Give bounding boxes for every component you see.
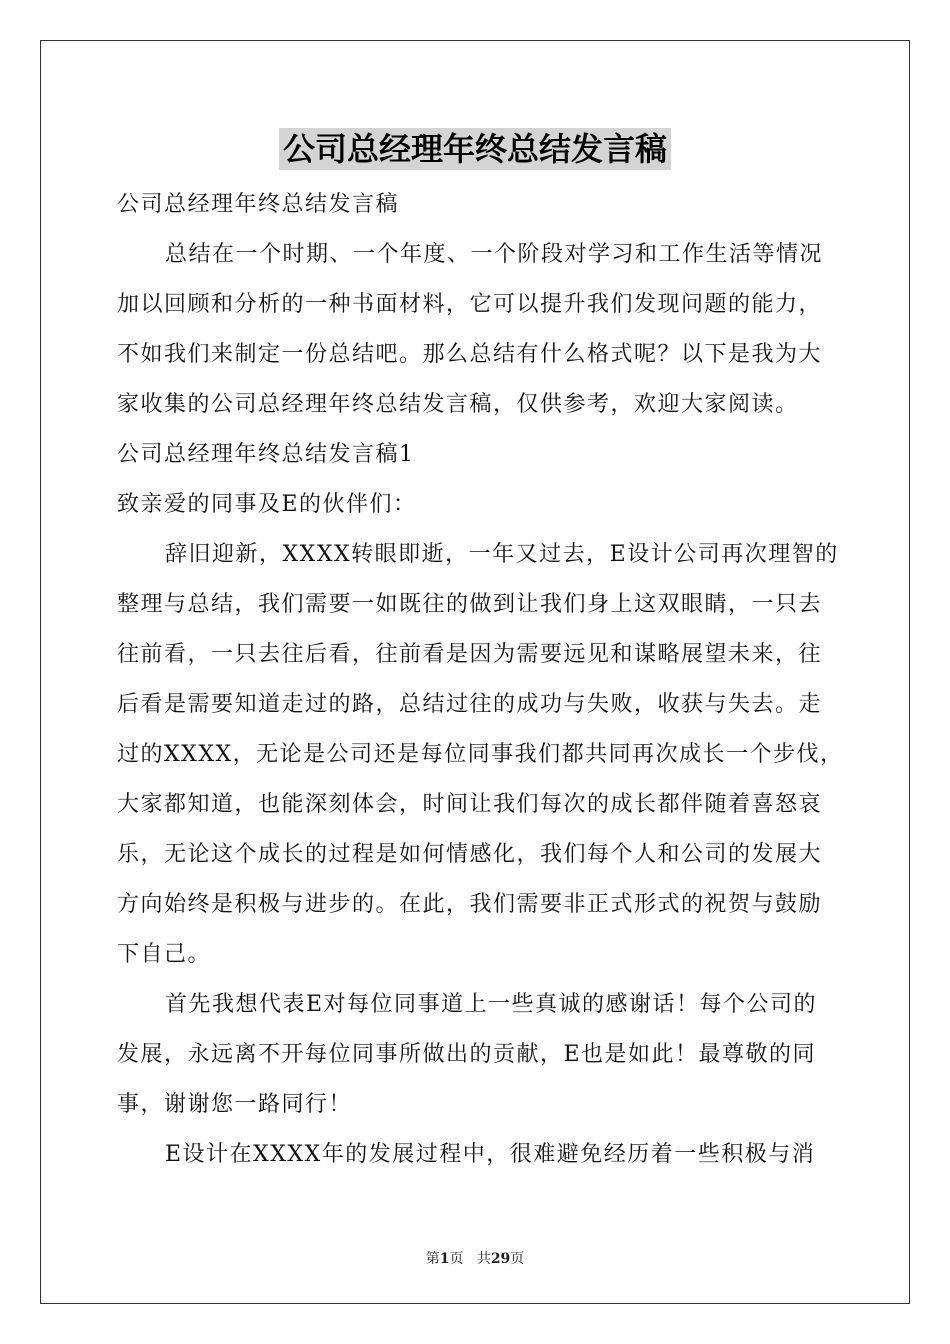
title-container [0, 128, 950, 170]
text-line: 往前看，一只去往后看，往前看是因为需要远见和谋略展望未来，往 [117, 642, 823, 667]
text-line: 辞旧迎新，XXXX转眼即逝，一年又过去，E设计公司再次理智的 [165, 542, 839, 567]
text-line: 致亲爱的同事及E的伙伴们： [117, 492, 417, 517]
text-line: E设计在XXXX年的发展过程中，很难避免经历着一些积极与消 [165, 1142, 816, 1167]
text-line: 不如我们来制定一份总结吧。那么总结有什么格式呢？以下是我为大 [117, 342, 823, 367]
text-line: 整理与总结，我们需要一如既往的做到让我们身上这双眼睛，一只去 [117, 592, 823, 617]
text-line: 首先我想代表E对每位同事道上一些真诚的感谢话！每个公司的 [165, 992, 818, 1017]
text-line: 方向始终是积极与进步的。在此，我们需要非正式形式的祝贺与鼓励 [117, 892, 823, 917]
document-title: 公司总经理年终总结发言稿 [279, 128, 671, 170]
text-line: 下自己。 [117, 942, 212, 967]
text-line: 过的XXXX，无论是公司还是每位同事我们都共同再次成长一个步伐， [117, 742, 844, 767]
text-line: 加以回顾和分析的一种书面材料，它可以提升我们发现问题的能力， [117, 292, 823, 317]
page-footer [0, 1248, 950, 1268]
total-suffix: 页 [510, 1251, 525, 1267]
text-line: 后看是需要知道走过的路，总结过往的成功与失败，收获与失去。走 [117, 692, 823, 717]
document-body [117, 180, 844, 1180]
text-line: 总结在一个时期、一个年度、一个阶段对学习和工作生活等情况 [165, 242, 824, 267]
text-line: 公司总经理年终总结发言稿 [117, 192, 400, 217]
text-line: 家收集的公司总经理年终总结发言稿，仅供参考，欢迎大家阅读。 [117, 392, 799, 417]
text-line: 发展，永远离不开每位同事所做出的贡献，E也是如此！最尊敬的同 [117, 1042, 817, 1067]
page-number: 1 [439, 1251, 450, 1267]
total-prefix: 共 [476, 1251, 491, 1267]
text-line: 公司总经理年终总结发言稿1 [117, 442, 415, 467]
text-line: 大家都知道，也能深刻体会，时间让我们每次的成长都伴随着喜怒哀 [117, 792, 823, 817]
page-suffix: 页 [449, 1251, 464, 1267]
text-line: 乐，无论这个成长的过程是如何情感化，我们每个人和公司的发展大 [117, 842, 823, 867]
text-line: 事，谢谢您一路同行！ [117, 1092, 353, 1117]
total-pages: 29 [490, 1251, 511, 1267]
page-prefix: 第 [425, 1251, 440, 1267]
